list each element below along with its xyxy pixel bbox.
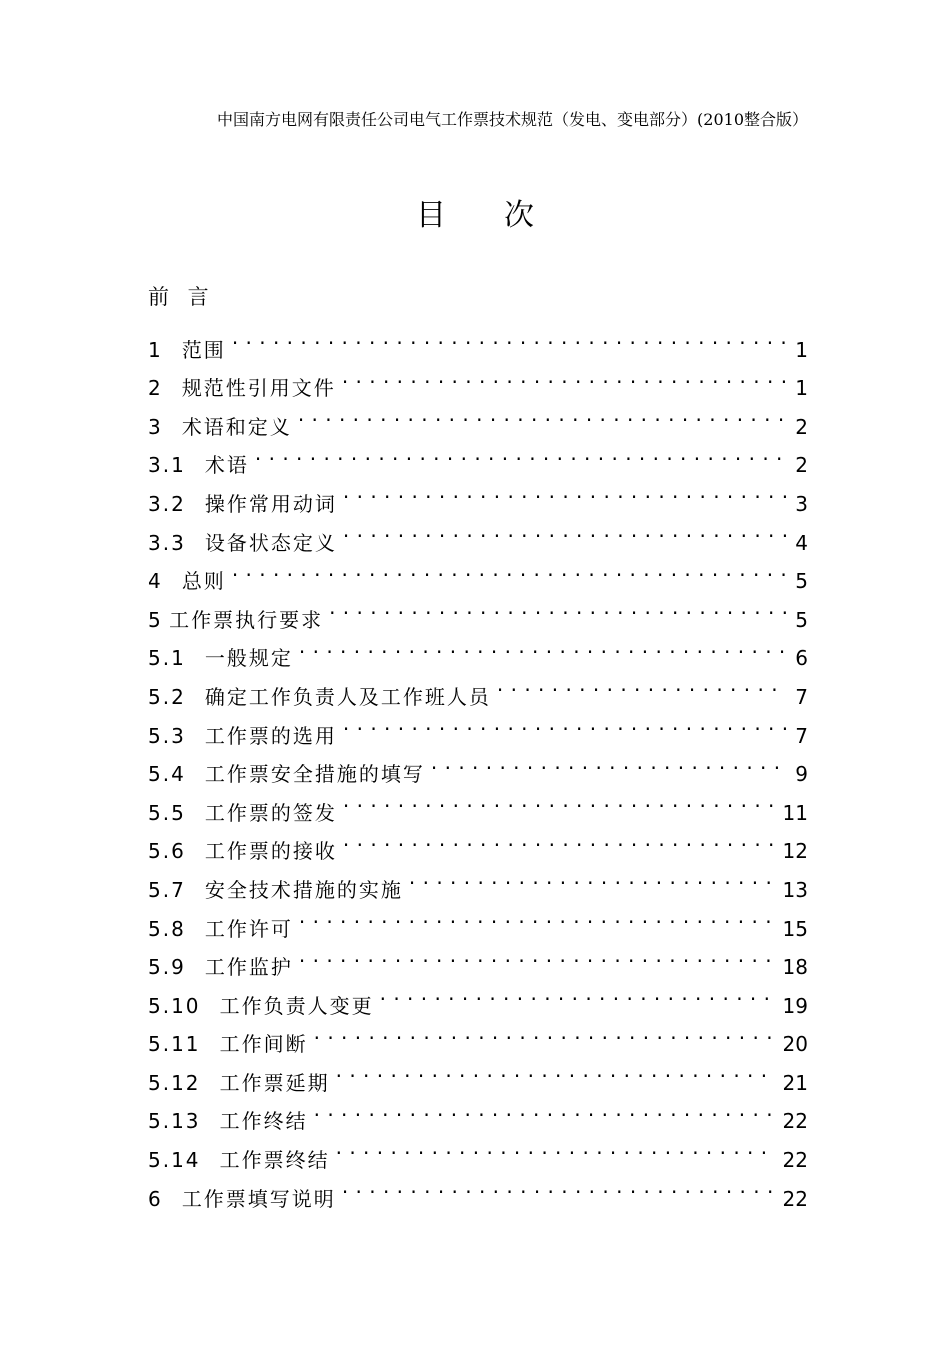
toc-entry-separator [186, 755, 205, 794]
toc-entry-page-number: 22 [782, 1148, 808, 1173]
toc-entry-page-number: 22 [782, 1109, 808, 1134]
toc-leader-dots [342, 1167, 775, 1206]
toc-entry-page-number: 1 [795, 337, 808, 362]
toc-leader-dots [343, 472, 787, 511]
toc-leader-dots [431, 743, 787, 782]
toc-entry-number: 5.1 [148, 646, 186, 671]
toc-entry-page-number: 4 [795, 530, 808, 555]
toc-entry-label: 术语 [204, 453, 249, 478]
toc-leader-dots [336, 1051, 775, 1090]
toc-leader-dots [314, 1090, 775, 1129]
toc-entry-number: 5.2 [148, 684, 186, 709]
running-header: 中国南方电网有限责任公司电气工作票技术规范（发电、变电部分）(2010整合版） [217, 110, 808, 129]
toc-entry-number: 3.3 [148, 530, 186, 555]
toc-entry-label: 工作票的签发 [204, 800, 337, 825]
toc-entry-page-number: 11 [782, 800, 808, 825]
toc-entry-separator [186, 948, 205, 987]
toc-entry[interactable] [148, 550, 808, 594]
toc-entry-separator [186, 794, 205, 833]
toc-entry[interactable] [148, 318, 808, 362]
toc-entry-page-number: 21 [782, 1070, 808, 1095]
toc-entry-separator [186, 910, 205, 949]
toc-entry-label: 工作许可 [204, 916, 293, 941]
toc-entry-separator [186, 717, 205, 756]
toc-leader-dots [336, 1128, 775, 1167]
toc-entry-page-number: 3 [795, 491, 808, 516]
toc-entry-separator [201, 1025, 220, 1064]
toc-leader-dots [299, 897, 775, 936]
toc-entry-separator [201, 987, 220, 1026]
toc-entry-separator [186, 678, 205, 717]
toc-leader-dots [343, 781, 775, 820]
toc-entry-number: 5.3 [148, 723, 186, 748]
toc-entry-label: 工作负责人变更 [219, 993, 374, 1018]
toc-entry-page-number: 5 [795, 607, 808, 632]
toc-entry-number: 5.14 [148, 1148, 201, 1173]
toc-entry-label: 总则 [181, 569, 226, 594]
toc-leader-dots [232, 318, 787, 357]
toc-entry-label: 工作监护 [204, 955, 293, 980]
toc-entry-page-number: 1 [795, 376, 808, 401]
toc-leader-dots [343, 511, 787, 550]
toc-entry-number: 3.1 [148, 453, 186, 478]
toc-entry[interactable] [148, 588, 808, 632]
toc-entry-label: 工作票填写说明 [181, 1186, 336, 1211]
toc-leader-dots [314, 1013, 775, 1052]
toc-entry-number: 5.4 [148, 762, 186, 787]
toc-entry-number: 5.5 [148, 800, 186, 825]
toc-entry-page-number: 20 [782, 1032, 808, 1057]
toc-leader-dots [329, 588, 787, 627]
toc-entry-label: 工作间断 [219, 1032, 308, 1057]
toc-entry-label: 工作票的接收 [204, 839, 337, 864]
toc-entry-number: 5.12 [148, 1070, 201, 1095]
toc-entry-label: 安全技术措施的实施 [204, 877, 403, 902]
toc-entry-separator [186, 446, 205, 485]
toc-entry-page-number: 19 [782, 993, 808, 1018]
toc-entry-number: 5.7 [148, 877, 186, 902]
toc-leader-dots [299, 627, 787, 666]
toc-entry-page-number: 6 [795, 646, 808, 671]
toc-entry-label: 设备状态定义 [204, 530, 337, 555]
toc-entry-separator [163, 562, 182, 601]
toc-entry-number: 5.6 [148, 839, 186, 864]
toc-leader-dots [232, 550, 787, 589]
toc-entry-number: 4 [148, 569, 163, 594]
toc-leader-dots [342, 357, 787, 396]
toc-leader-dots [380, 974, 775, 1013]
toc-entry-label: 范围 [181, 337, 226, 362]
toc-entry-label: 工作票延期 [219, 1070, 330, 1095]
toc-leader-dots [409, 858, 775, 897]
toc-title-char-1: 目 [416, 198, 446, 233]
toc-entry-label: 工作票安全措施的填写 [204, 762, 425, 787]
toc-preface[interactable]: 前 言 [148, 285, 215, 309]
toc-entry-page-number: 7 [795, 684, 808, 709]
toc-entry-separator [201, 1064, 220, 1103]
toc-entry-separator [163, 331, 182, 370]
toc-entry-label: 操作常用动词 [204, 491, 337, 516]
toc-entry-number: 5 [148, 607, 163, 632]
toc-entry-separator [186, 485, 205, 524]
toc-entry[interactable] [148, 357, 808, 401]
toc-entry-number: 2 [148, 376, 163, 401]
toc-entry-label: 工作终结 [219, 1109, 308, 1134]
toc-entry-label: 确定工作负责人及工作班人员 [204, 684, 491, 709]
toc-entry-label: 一般规定 [204, 646, 293, 671]
toc-entry-page-number: 2 [795, 453, 808, 478]
toc-entry-label: 术语和定义 [181, 414, 292, 439]
toc-leader-dots [298, 395, 787, 434]
toc-entry-label: 规范性引用文件 [181, 376, 336, 401]
toc-entry-label: 工作票的选用 [204, 723, 337, 748]
toc-title [0, 190, 950, 234]
toc-entry-separator [163, 1180, 182, 1219]
toc-entry-number: 5.9 [148, 955, 186, 980]
toc-leader-dots [497, 665, 787, 704]
toc-leader-dots [343, 820, 775, 859]
toc-list [148, 318, 808, 1211]
toc-entry-number: 5.11 [148, 1032, 201, 1057]
toc-entry-number: 5.13 [148, 1109, 201, 1134]
toc-leader-dots [343, 704, 787, 743]
toc-entry-number: 5.8 [148, 916, 186, 941]
toc-entry-separator [186, 524, 205, 563]
toc-entry-separator [163, 369, 182, 408]
toc-entry-page-number: 5 [795, 569, 808, 594]
toc-entry-label: 工作票执行要求 [169, 607, 324, 632]
toc-entry-number: 3 [148, 414, 163, 439]
toc-entry-page-number: 9 [795, 762, 808, 787]
toc-entry-separator [186, 871, 205, 910]
toc-entry-separator [186, 639, 205, 678]
toc-leader-dots [255, 434, 787, 473]
toc-entry-separator [163, 408, 182, 447]
toc-entry-page-number: 12 [782, 839, 808, 864]
toc-entry-number: 3.2 [148, 491, 186, 516]
toc-entry-number: 5.10 [148, 993, 201, 1018]
toc-title-char-2: 次 [504, 198, 534, 233]
toc-entry-separator [201, 1141, 220, 1180]
toc-entry-separator [186, 832, 205, 871]
toc-entry-page-number: 22 [782, 1186, 808, 1211]
toc-entry-page-number: 15 [782, 916, 808, 941]
toc-entry-number: 6 [148, 1186, 163, 1211]
toc-entry-page-number: 2 [795, 414, 808, 439]
toc-entry-label: 工作票终结 [219, 1148, 330, 1173]
toc-entry-number: 1 [148, 337, 163, 362]
toc-entry-page-number: 18 [782, 955, 808, 980]
toc-entry-page-number: 7 [795, 723, 808, 748]
toc-entry-separator [201, 1102, 220, 1141]
toc-entry-page-number: 13 [782, 877, 808, 902]
toc-leader-dots [299, 936, 775, 975]
